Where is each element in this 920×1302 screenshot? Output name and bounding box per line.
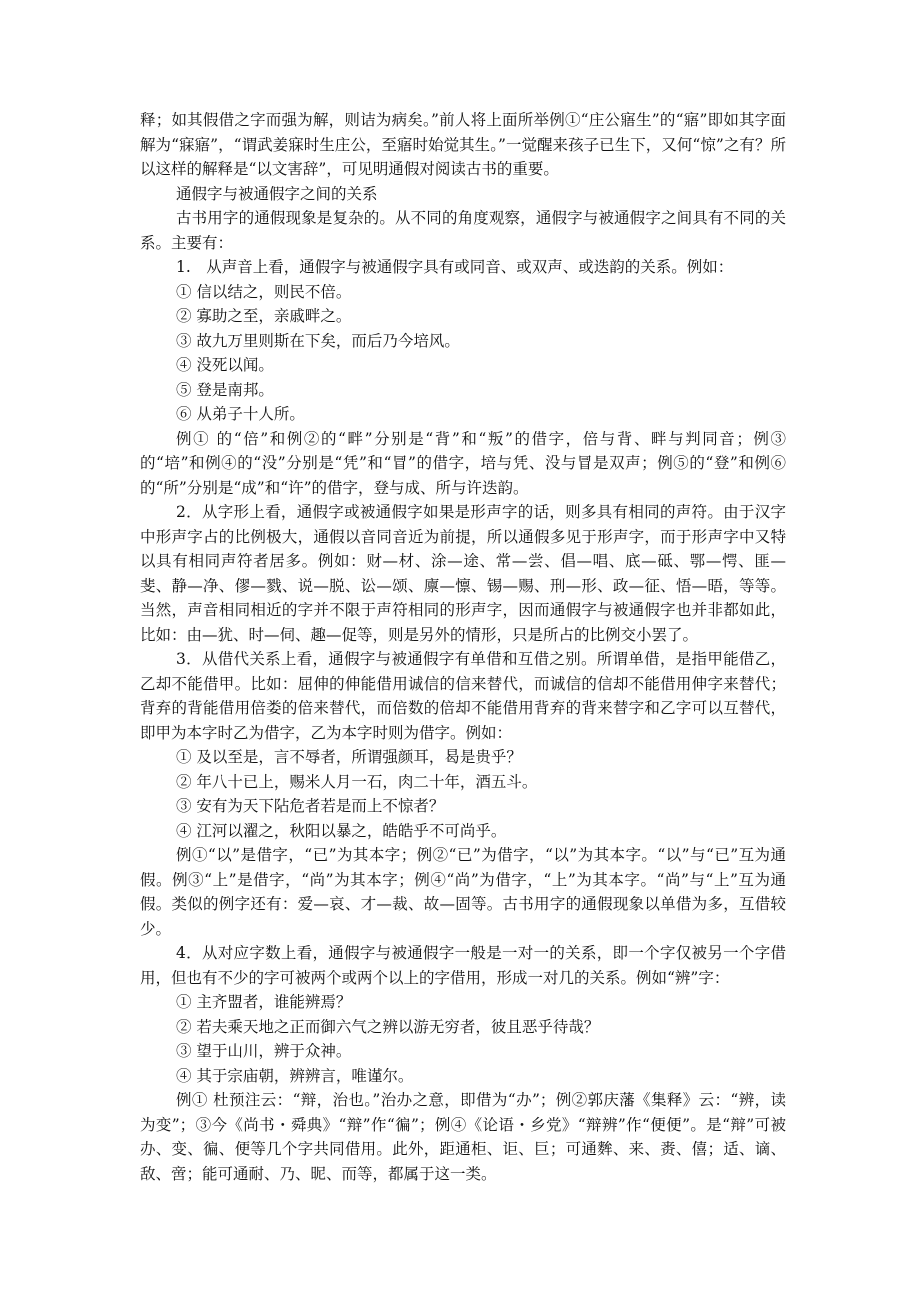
paragraph-explanation: 例① 杜预注云：“辩，治也。”治办之意，即借为“办”；例②郭庆藩《集释》云：“辨，读为变”；③今《尚书・舜典》“辩”作“徧”；例④《论语・乡党》“辩辨”作“便便”。是“辩”可被办、变、徧、便等几个字共同借用。此外，距通柜、讵、巨；可通麰、来、赉、僖；适、谪、敌、啻；能可通耐、乃、昵、而等，都属于这一类。 [140, 1091, 786, 1183]
paragraph-explanation: 例①“以”是借字，“已”为其本字；例②“已”为借字，“以”为其本字。“以”与“已”互为通假。例③“上”是借字，“尚”为其本字；例④“尚”为借字，“上”为其本字。“尚”与“上”互为通假。类似的例字还有：爱—哀、才—裁、故—固等。古书用字的通假现象以单借为多，互借较少。 [140, 846, 786, 938]
example-item: ④ 其于宗庙朝，辨辨言，唯谨尔。 [176, 1066, 414, 1085]
example-item: ② 寡助之至，亲戚畔之。 [176, 307, 352, 325]
paragraph-continuation: 释；如其假借之字而强为解，则诘为病矣。”前人将上面所举例①“庄公寤生”的“寤”即如其字面解为“寐寤”，“谓武姜寐时生庄公，至寤时始觉其生。”一觉醒来孩子已生下，又何“惊”之有？所以这样的解释是“以文害辞”，可见明通假对阅读古书的重要。 [140, 111, 786, 178]
paragraph-intro: 古书用字的通假现象是复杂的。从不同的角度观察，通假字与被通假字之间具有不同的关系。主要有： [140, 209, 786, 252]
point-2-paragraph: 2．从字形上看，通假字或被通假字如果是形声字的话，则多具有相同的声符。由于汉字中形声字占的比例极大，通假以音同音近为前提，所以通假多见于形声字，而于形声字中又特以具有相同声符者居多。例如：财—材、涂—途、常—尝、倡—唱、底—砥、鄂—愕、匪—斐、静—净、僇—戮、说—脱、讼—颂、廪—懔、锡—赐、刑—形、政—征、悟—晤，等等。当然，声音相同相近的字并不限于声符相同的形声字，因而通假字与被通假字也并非都如此，比如：由—犹、时—伺、趣—促等，则是另外的情形，只是所占的比例交小罢了。 [140, 503, 786, 644]
example-item: ③ 望于山川，辨于众神。 [176, 1042, 352, 1060]
point-3-paragraph: 3．从借代关系上看，通假字与被通假字有单借和互借之别。所谓单借，是指甲能借乙，乙却不能借甲。比如：屈伸的伸能借用诚信的信来替代，而诚信的信却不能借用伸字来替代；背弃的背能借用倍娄的倍来替代，而倍数的倍却不能借用背弃的背来替字和乙字可以互替代，即甲为本字时乙为借字，乙为本字时则为借字。例如： [140, 650, 786, 742]
example-item: ② 若夫乘天地之正而御六气之辨以游无穷者，彼且恶乎待哉？ [176, 1017, 600, 1036]
example-item: ⑥ 从弟子十人所。 [176, 405, 305, 423]
section-heading: 通假字与被通假字之间的关系 [176, 184, 378, 203]
example-item: ① 及以至是，言不辱者，所谓强颜耳，曷是贵乎？ [176, 748, 522, 766]
example-item: ② 年八十已上，赐米人月一石，肉二十年，酒五斗。 [176, 772, 538, 791]
point-1-heading: 1. 从声音上看，通假字与被通假字具有或同音、或双声、或迭韵的关系。例如： [176, 258, 734, 276]
example-item: ③ 安有为天下阽危者若是而上不惊者？ [176, 797, 445, 815]
example-item: ⑤ 登是南邦。 [176, 380, 274, 399]
example-item: ③ 故九万里则斯在下矣，而后乃今培风。 [176, 331, 460, 350]
example-item: ④ 江河以濯之，秋阳以暴之，皓皓乎不可尚乎。 [176, 821, 507, 840]
example-item: ① 信以结之，则民不倍。 [176, 282, 352, 301]
paragraph-explanation: 例① 的“倍”和例②的“畔”分别是“背”和“叛”的借字，倍与背、畔与判同音；例③的“培”和例④的“没”分别是“凭”和“冒”的借字，培与凭、没与冒是双声；例⑤的“登”和例⑥的“所”分别是“成”和“许”的借字，登与成、所与许迭韵。 [140, 429, 786, 497]
point-4-paragraph: 4．从对应字数上看，通假字与被通假字一般是一对一的关系，即一个字仅被另一个字借用，但也有不少的字可被两个或两个以上的字借用，形成一对几的关系。例如“辨”字： [140, 944, 786, 987]
document-body [140, 108, 786, 1186]
example-item: ④ 没死以闻。 [176, 356, 274, 374]
example-item: ① 主齐盟者，谁能辨焉？ [176, 993, 352, 1011]
